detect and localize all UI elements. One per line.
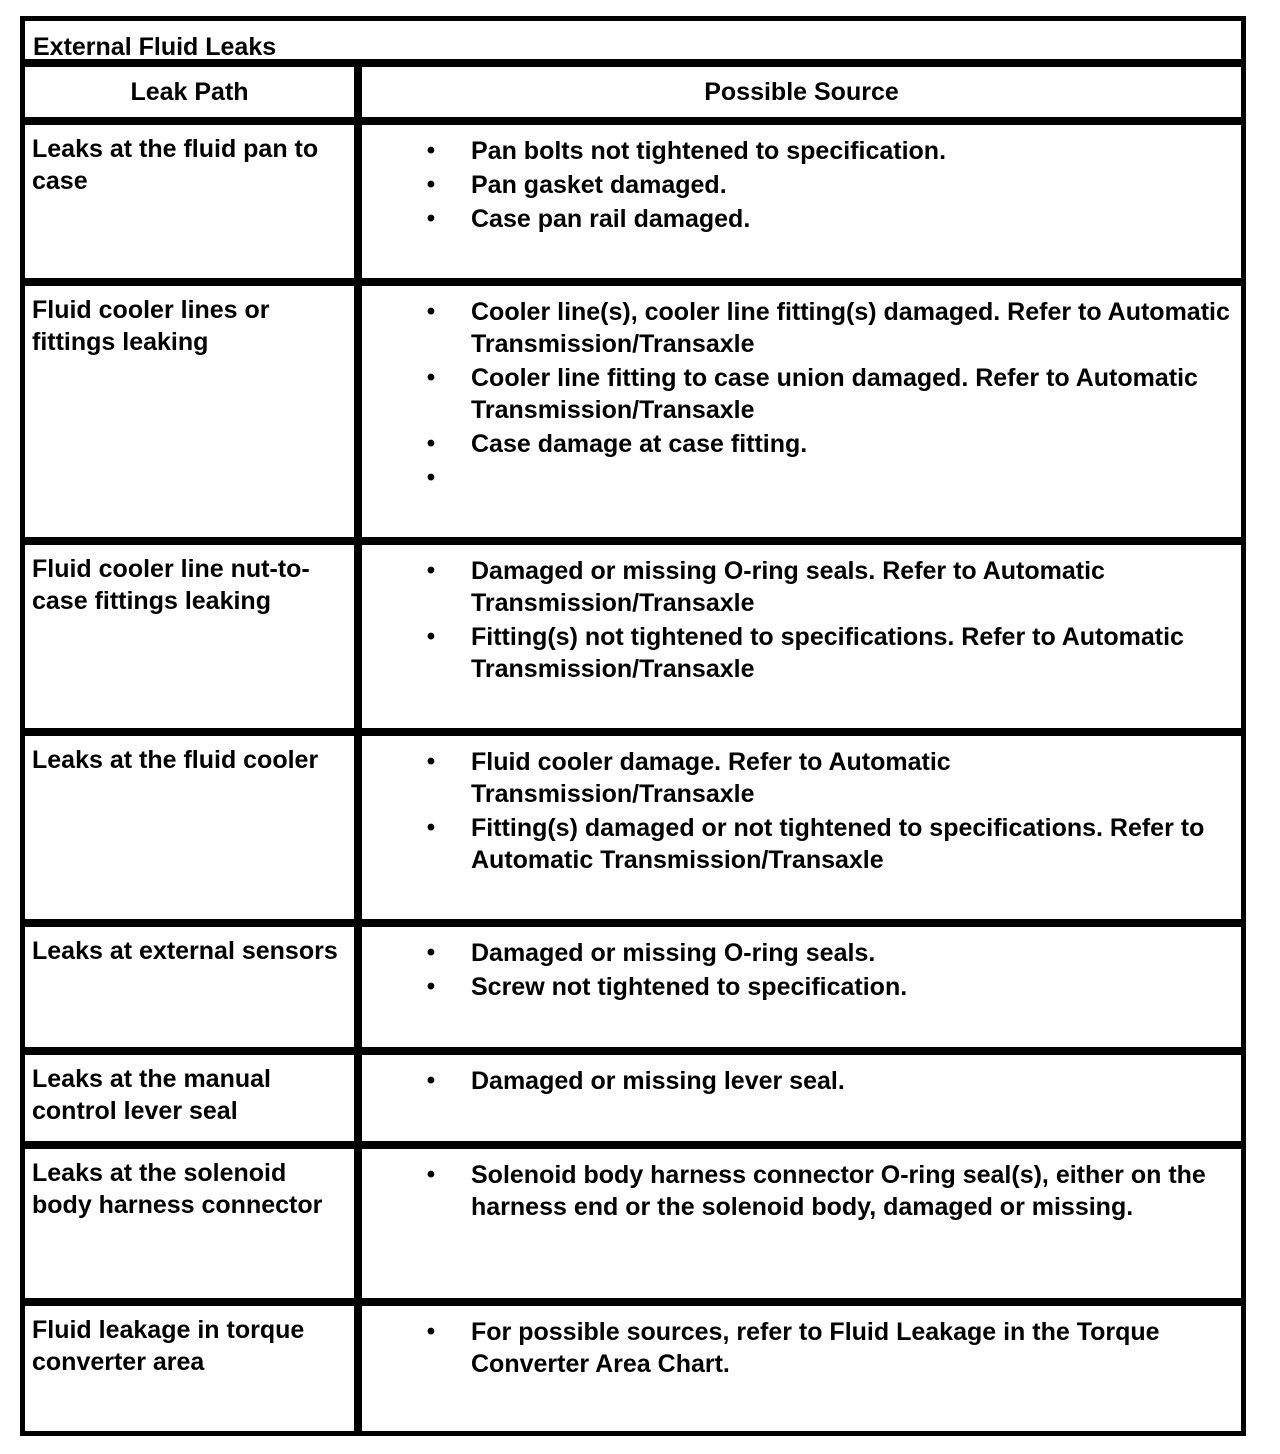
source-item [362,462,1231,494]
source-item [362,1065,1231,1097]
table-row [25,545,1241,736]
source-list [362,135,1231,235]
bullet-icon: • [426,298,436,325]
leak-path-cell: Leaks at the fluid cooler [25,736,362,919]
table-row [25,1055,1241,1149]
possible-source-cell [362,1055,1241,1141]
table-title: External Fluid Leaks [25,21,1241,67]
source-text: Fluid cooler damage. Refer to Automatic Transmission/Transaxle [471,748,951,808]
possible-source-cell [362,1306,1241,1431]
source-item [362,362,1231,426]
bullet-icon: • [426,464,436,491]
bullet-icon: • [426,973,436,1000]
possible-source-cell [362,927,1241,1047]
table-row [25,1149,1241,1306]
source-text: Damaged or missing lever seal. [471,1067,845,1095]
bullet-icon: • [426,939,436,966]
source-list [362,1065,1231,1097]
source-list [362,1159,1231,1223]
source-item [362,971,1231,1003]
source-item [362,746,1231,810]
source-text: Cooler line(s), cooler line fitting(s) damaged. Refer to Automatic Transmission/Transaxle [471,298,1230,358]
bullet-icon: • [426,1067,436,1094]
source-item [362,555,1231,619]
table-row [25,1306,1241,1431]
source-item [362,169,1231,201]
possible-source-cell [362,545,1241,728]
source-text: Pan bolts not tightened to specification. [471,137,947,165]
leak-path-cell: Fluid leakage in torque converter area [25,1306,362,1431]
source-item [362,135,1231,167]
source-text: Case damage at case fitting. [471,430,808,458]
bullet-icon: • [426,814,436,841]
source-text: Screw not tightened to specification. [471,973,908,1001]
source-item [362,621,1231,685]
table-row [25,736,1241,927]
table-row [25,927,1241,1055]
source-text: Damaged or missing O-ring seals. Refer to Automatic Transmission/Transaxle [471,557,1105,617]
source-text: Fitting(s) damaged or not tightened to specifications. Refer to Automatic Transmission/Transaxle [471,814,1205,874]
leak-path-cell: Leaks at the fluid pan to case [25,125,362,278]
source-text: Damaged or missing O-ring seals. [471,939,876,967]
leak-path-cell: Fluid cooler lines or fittings leaking [25,286,362,537]
source-text: Pan gasket damaged. [471,171,727,199]
table-row [25,125,1241,286]
source-text: Fitting(s) not tightened to specifications. Refer to Automatic Transmission/Transaxle [471,623,1184,683]
table-row [25,286,1241,545]
source-item [362,296,1231,360]
header-leak-path: Leak Path [25,67,362,117]
bullet-icon: • [426,430,436,457]
source-list [362,746,1231,876]
source-item [362,812,1231,876]
possible-source-cell [362,286,1241,537]
external-fluid-leaks-table [20,16,1246,1436]
leak-path-cell: Leaks at the solenoid body harness connector [25,1149,362,1298]
source-text: Case pan rail damaged. [471,205,751,233]
possible-source-cell [362,125,1241,278]
bullet-icon: • [426,364,436,391]
possible-source-cell [362,736,1241,919]
source-list [362,1316,1231,1380]
source-item [362,203,1231,235]
leak-path-cell: Leaks at the manual control lever seal [25,1055,362,1141]
source-list [362,555,1231,685]
leak-path-cell: Fluid cooler line nut-to-case fittings leaking [25,545,362,728]
possible-source-cell [362,1149,1241,1298]
source-item [362,1316,1231,1380]
bullet-icon: • [426,1318,436,1345]
source-text: Solenoid body harness connector O-ring seal(s), either on the harness end or the solenoid body, damaged or missing. [471,1161,1206,1221]
table-header-row [25,67,1241,125]
bullet-icon: • [426,623,436,650]
bullet-icon: • [426,557,436,584]
source-item [362,428,1231,460]
source-list [362,937,1231,1003]
leak-path-cell: Leaks at external sensors [25,927,362,1047]
source-list [362,296,1231,494]
source-item [362,937,1231,969]
bullet-icon: • [426,748,436,775]
bullet-icon: • [426,171,436,198]
source-text: Cooler line fitting to case union damaged. Refer to Automatic Transmission/Transaxle [471,364,1198,424]
source-item [362,1159,1231,1223]
header-possible-source: Possible Source [704,78,899,106]
source-text: For possible sources, refer to Fluid Leakage in the Torque Converter Area Chart. [471,1318,1160,1378]
bullet-icon: • [426,1161,436,1188]
bullet-icon: • [426,137,436,164]
bullet-icon: • [426,205,436,232]
